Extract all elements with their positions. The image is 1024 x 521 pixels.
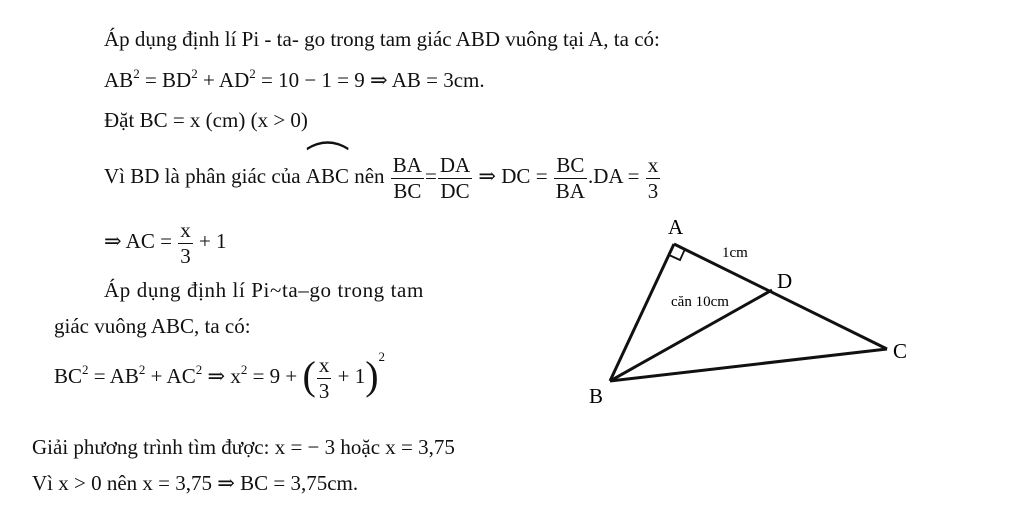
bd-length-label: căn 10cm: [671, 294, 729, 310]
fraction-bc-ba: $\frac{BC}{BA}$: [555, 152, 585, 203]
line-3: Đặt BC = x (cm) (x > 0): [104, 108, 308, 132]
segment-ab: [610, 244, 674, 381]
line-7: giác vuông ABC, ta có:: [54, 314, 251, 338]
ad-term: AD: [218, 68, 250, 92]
vertex-c-label: C: [893, 339, 908, 363]
line-10: Vì x > 0 nên x = 3,75 ⇒ BC = 3,75cm.: [32, 471, 359, 495]
fraction-x-3: $\frac{x}{3}$: [647, 152, 659, 203]
ab-term: AB: [104, 68, 134, 92]
bd-term: BD: [162, 68, 192, 92]
vertex-d-label: D: [777, 269, 793, 293]
line-9: Giải phương trình tìm được: x = − 3 hoặc x = 3,75: [32, 435, 455, 459]
vertex-b-label: B: [589, 384, 604, 408]
vertex-a-label: A: [668, 215, 684, 239]
angle-hat-icon: [306, 138, 349, 150]
fraction-da-dc: $\frac{DA}{DC}$: [439, 152, 471, 203]
line-2: $AB^2 = BD^2 + AD^2 = 10 - 1 = 9$ ⇒ AB = 3cm.: [104, 66, 485, 92]
ad-length-label: 1cm: [722, 245, 748, 261]
fraction-ac-x-3: $\frac{x}{3}$: [180, 217, 191, 268]
line-4: Vì BD là phân giác của ABC nên $\frac{BA}{BC}$ = $\frac{DA}{DC}$ ⇒ DC = $\frac{BC}{BA}$ .DA = $\frac{x}{3}$: [104, 147, 661, 205]
line-5: ⇒ AC = $\frac{x}{3}$ + 1: [104, 217, 227, 268]
fraction-x-3-paren: $\frac{x}{3}$: [318, 352, 330, 403]
line-6: Áp dụng định lí Pi~ta–go trong tam: [104, 278, 424, 302]
triangle-figure: [580, 210, 940, 410]
line-1: Áp dụng định lí Pi - ta- go trong tam giác ABD vuông tại A, ta có:: [104, 27, 660, 51]
line-8: $BC^2 = AB^2 + AC^2$ ⇒ $x^2 = 9$ + ( $\frac{x}{3}$ + 1)$^2$: [54, 349, 386, 403]
line-2-rest: = 10 − 1 = 9 ⇒ AB = 3cm.: [261, 68, 485, 92]
segment-bc: [610, 349, 887, 381]
angle-abc: ABC: [306, 147, 349, 205]
fraction-ba-bc: $\frac{BA}{BC}$: [392, 152, 422, 203]
